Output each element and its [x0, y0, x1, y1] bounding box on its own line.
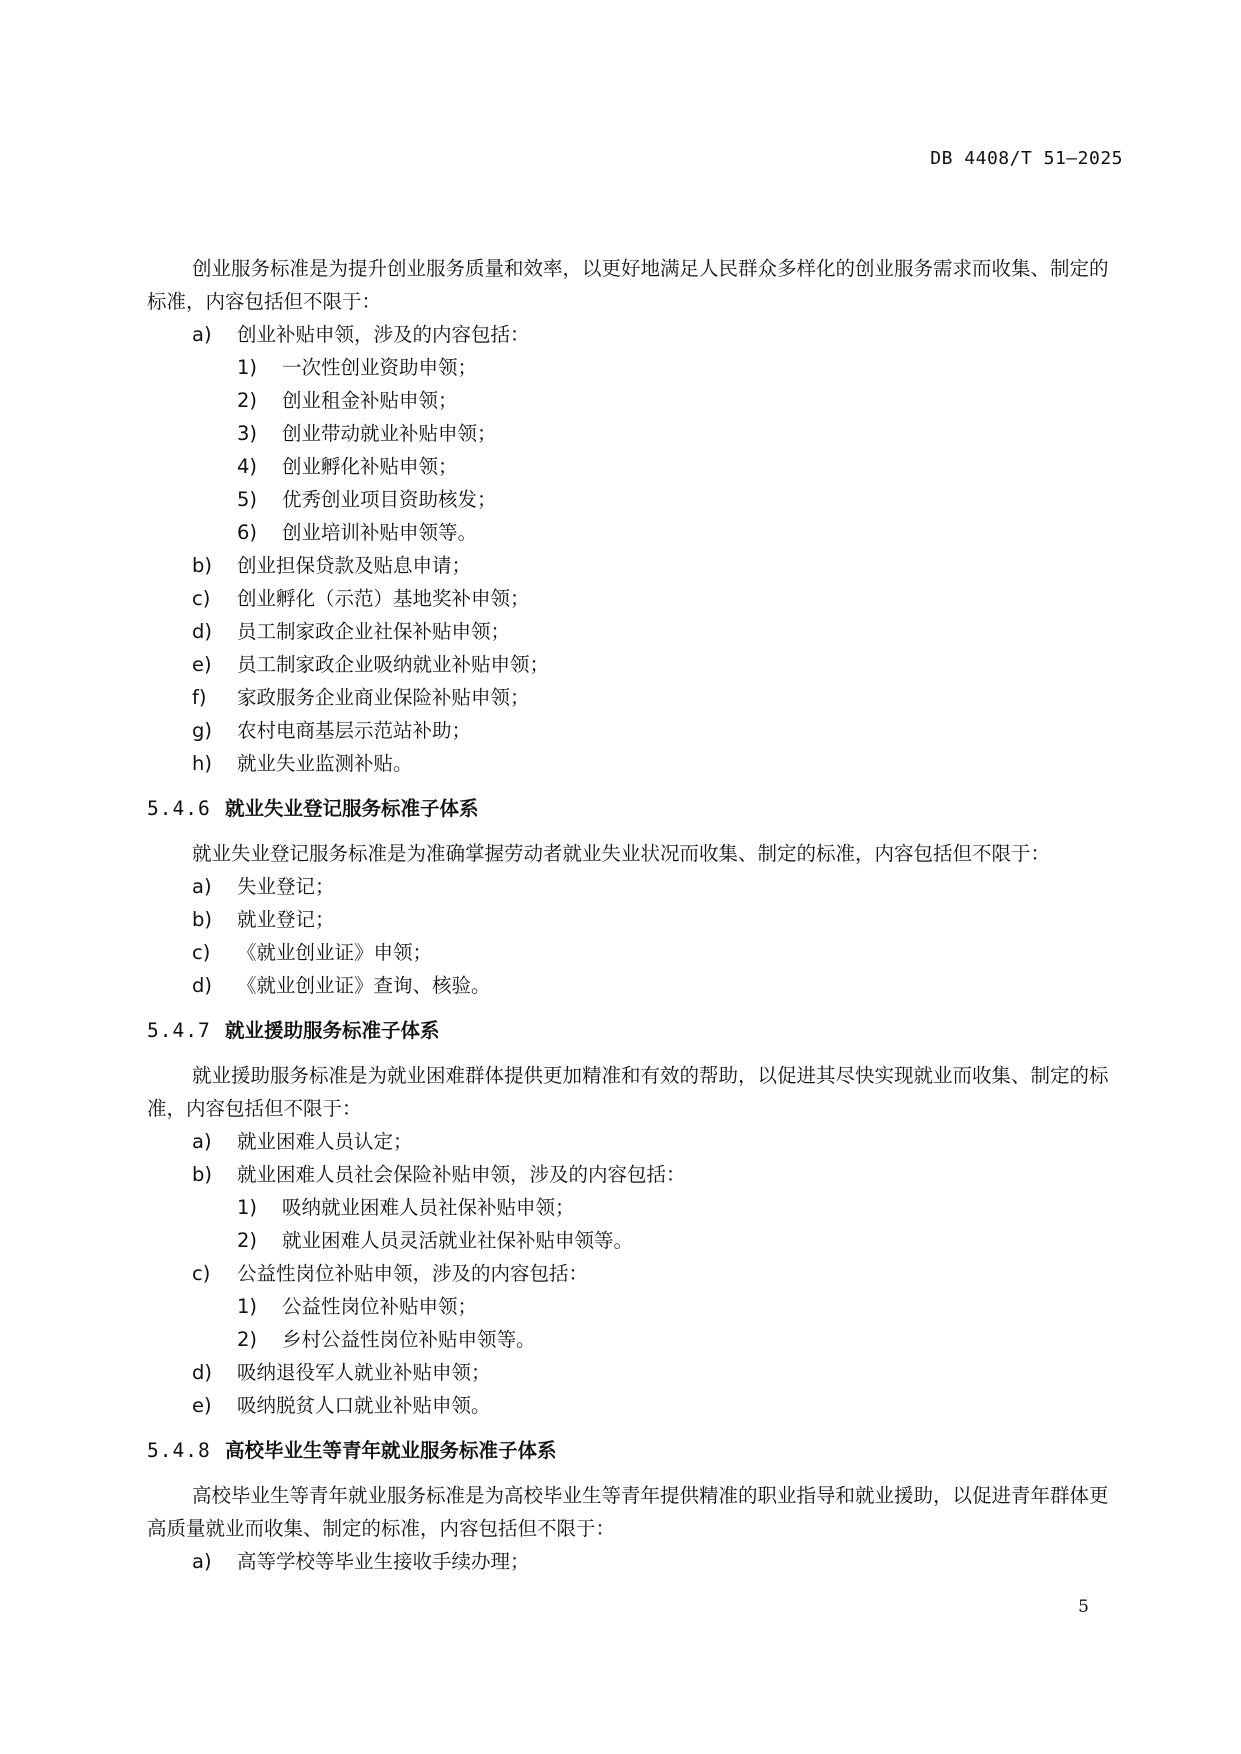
sub-list-item-text: 公益性岗位补贴申领； [282, 1295, 478, 1318]
list-item-text: 《就业创业证》查询、核验。 [237, 974, 491, 997]
list-item-label: a) [192, 1550, 212, 1573]
list-item-label: c) [192, 941, 211, 964]
list-item-label: a) [192, 1130, 212, 1153]
list-item [147, 714, 1127, 747]
sub-list-item-label: 4) [237, 455, 258, 478]
list-item-text: 高等学校等毕业生接收手续办理； [237, 1550, 530, 1573]
list-item [147, 582, 1127, 615]
list-item-text: 就业失业监测补贴。 [237, 752, 413, 775]
list-item [147, 870, 1127, 903]
list-item-label: c) [192, 1262, 211, 1285]
sub-list-item [147, 1290, 1127, 1323]
list-item-text: 就业困难人员社会保险补贴申领，涉及的内容包括： [237, 1163, 686, 1186]
list-item-text: 吸纳脱贫人口就业补贴申领。 [237, 1394, 491, 1417]
list-item [147, 1545, 1127, 1578]
list-item [147, 969, 1127, 1002]
list-item-text: 创业补贴申领，涉及的内容包括： [237, 323, 530, 346]
list-item-label: h) [192, 752, 212, 775]
list-item-text: 就业困难人员认定； [237, 1130, 413, 1153]
sub-list-item-label: 2) [237, 1328, 258, 1351]
sub-list-item-text: 优秀创业项目资助核发； [282, 488, 497, 511]
sub-list-item-text: 乡村公益性岗位补贴申领等。 [282, 1328, 536, 1351]
sub-list-item-text: 创业孵化补贴申领； [282, 455, 458, 478]
page-number: 5 [1078, 1597, 1089, 1617]
list-item-label: d) [192, 1361, 212, 1384]
list-item-text: 创业孵化（示范）基地奖补申领； [237, 587, 530, 610]
sub-list-item-text: 创业带动就业补贴申领； [282, 422, 497, 445]
sub-list-item-label: 2) [237, 389, 258, 412]
list-item [147, 1389, 1127, 1422]
sub-list-item-text: 一次性创业资助申领； [282, 356, 478, 379]
sub-list-item-label: 3) [237, 422, 258, 445]
paragraph: 高校毕业生等青年就业服务标准是为高校毕业生等青年提供精准的职业指导和就业援助，以促进青年群体更高质量就业而收集、制定的标准，内容包括但不限于： [147, 1484, 1109, 1540]
sub-list-item-text: 创业培训补贴申领等。 [282, 521, 478, 544]
list-item-label: e) [192, 653, 212, 676]
sub-list-item [147, 384, 1127, 417]
list-item-label: f) [192, 686, 207, 709]
list-item [147, 903, 1127, 936]
section-number: 5.4.6 [147, 797, 211, 820]
sub-list-item [147, 1191, 1127, 1224]
list-item-label: d) [192, 974, 212, 997]
sub-list-item [147, 450, 1127, 483]
sub-list-item [147, 483, 1127, 516]
paragraph: 就业援助服务标准是为就业困难群体提供更加精准和有效的帮助，以促进其尽快实现就业而收集、制定的标准，内容包括但不限于： [147, 1064, 1109, 1120]
list-item-text: 吸纳退役军人就业补贴申领； [237, 1361, 491, 1384]
list-item-text: 就业登记； [237, 908, 335, 931]
sub-list-item [147, 417, 1127, 450]
list-item-text: 创业担保贷款及贴息申请； [237, 554, 472, 577]
section-title: 就业失业登记服务标准子体系 [225, 797, 479, 820]
list-item-text: 家政服务企业商业保险补贴申领； [237, 686, 530, 709]
list-item-label: b) [192, 554, 212, 577]
sub-list-item-text: 就业困难人员灵活就业社保补贴申领等。 [282, 1229, 634, 1252]
list-item [147, 1257, 1127, 1290]
sub-list-item [147, 351, 1127, 384]
document-body [147, 252, 1127, 1578]
sub-list-item-label: 5) [237, 488, 258, 511]
section-title: 就业援助服务标准子体系 [225, 1019, 440, 1042]
list-item [147, 648, 1127, 681]
list-item-text: 员工制家政企业吸纳就业补贴申领； [237, 653, 550, 676]
list-item [147, 1125, 1127, 1158]
sub-list-item [147, 1323, 1127, 1356]
sub-list-item-label: 6) [237, 521, 258, 544]
list-item [147, 681, 1127, 714]
list-item [147, 747, 1127, 780]
list-item-label: e) [192, 1394, 212, 1417]
document-code: DB 4408/T 51—2025 [930, 148, 1123, 169]
section-heading [147, 1434, 1127, 1467]
section-title: 高校毕业生等青年就业服务标准子体系 [225, 1439, 557, 1462]
sub-list-item [147, 1224, 1127, 1257]
sub-list-item-label: 2) [237, 1229, 258, 1252]
list-item-text: 农村电商基层示范站补助； [237, 719, 472, 742]
list-item-label: a) [192, 875, 212, 898]
section-number: 5.4.8 [147, 1439, 211, 1462]
section-heading [147, 1014, 1127, 1047]
sub-list-item-text: 吸纳就业困难人员社保补贴申领； [282, 1196, 575, 1219]
list-item [147, 549, 1127, 582]
section-heading [147, 792, 1127, 825]
list-item-text: 《就业创业证》申领； [237, 941, 433, 964]
list-item-label: g) [192, 719, 212, 742]
section-number: 5.4.7 [147, 1019, 211, 1042]
list-item-text: 公益性岗位补贴申领，涉及的内容包括： [237, 1262, 589, 1285]
list-item-text: 失业登记； [237, 875, 335, 898]
sub-list-item-label: 1) [237, 356, 258, 379]
list-item-label: a) [192, 323, 212, 346]
list-item [147, 615, 1127, 648]
list-item-label: b) [192, 1163, 212, 1186]
list-item-label: b) [192, 908, 212, 931]
sub-list-item-label: 1) [237, 1295, 258, 1318]
sub-list-item-text: 创业租金补贴申领； [282, 389, 458, 412]
list-item [147, 1158, 1127, 1191]
list-item-text: 员工制家政企业社保补贴申领； [237, 620, 511, 643]
sub-list-item-label: 1) [237, 1196, 258, 1219]
list-item-label: c) [192, 587, 211, 610]
paragraph: 就业失业登记服务标准是为准确掌握劳动者就业失业状况而收集、制定的标准，内容包括但不限于： [192, 842, 1051, 865]
paragraph: 创业服务标准是为提升创业服务质量和效率，以更好地满足人民群众多样化的创业服务需求而收集、制定的标准，内容包括但不限于： [147, 257, 1109, 313]
list-item-label: d) [192, 620, 212, 643]
list-item [147, 318, 1127, 351]
sub-list-item [147, 516, 1127, 549]
list-item [147, 936, 1127, 969]
list-item [147, 1356, 1127, 1389]
